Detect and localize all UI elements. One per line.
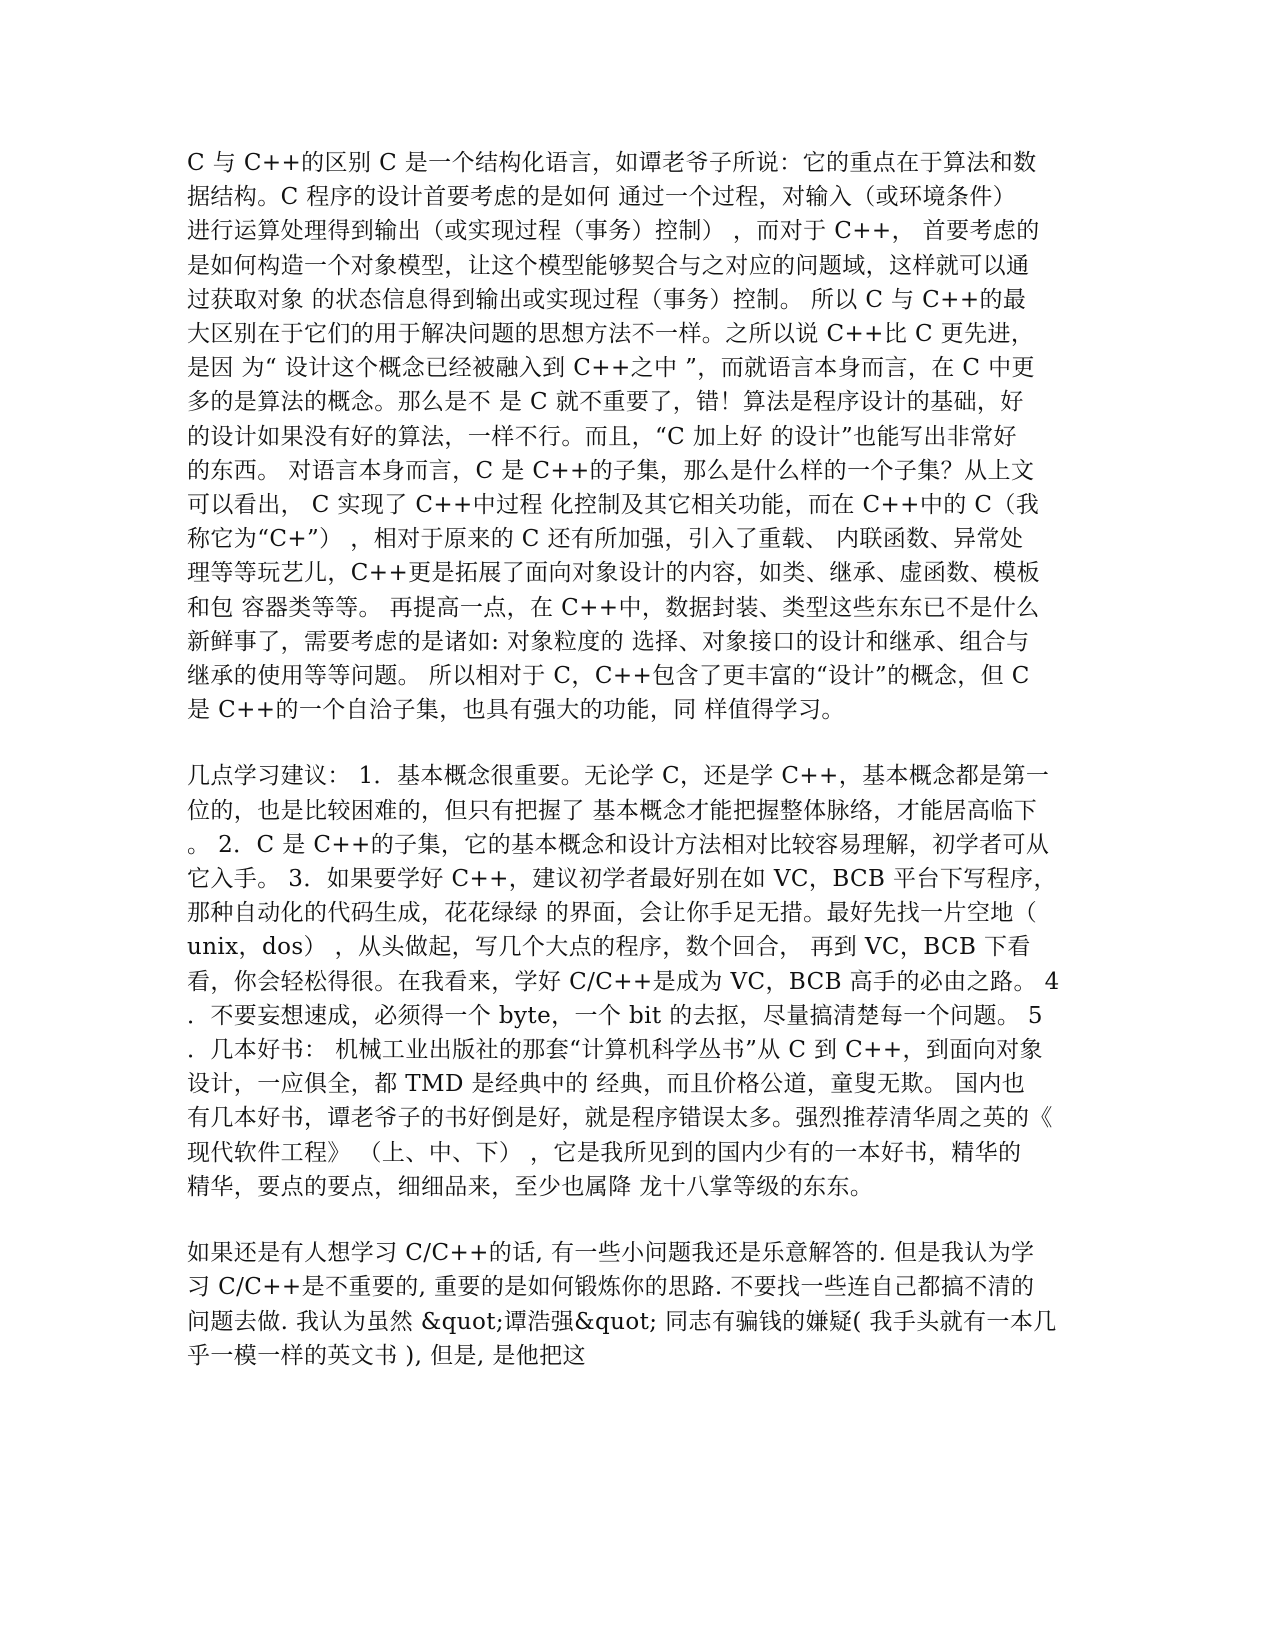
text-line: ．几本好书： 机械工业出版社的那套“计算机科学丛书”从 C 到 C++，到面向对象	[187, 1037, 1043, 1064]
text-line: 现代软件工程》 （上、中、下） ，它是我所见到的国内少有的一本好书，精华的	[187, 1139, 1022, 1166]
text-line: 可以看出， C 实现了 C++中过程 化控制及其它相关功能，而在 C++中的 C（我	[187, 492, 1040, 519]
text-line: C 与 C++的区别 C 是一个结构化语言，如谭老爷子所说：它的重点在于算法和数	[187, 150, 1037, 176]
text-line: unix，dos） ，从头做起，写几个大点的程序，数个回合， 再到 VC，BCB 下看	[187, 934, 1031, 961]
text-line: 是因 为“ 设计这个概念已经被融入到 C++之中 ”，而就语言本身而言，在 C 中更	[187, 355, 1035, 382]
text-line: 它入手。 3．如果要学好 C++，建议初学者最好别在如 VC，BCB 平台下写程序，	[187, 866, 1057, 893]
text-line: 那种自动化的代码生成，花花绿绿 的界面，会让你手足无措。最好先找一片空地（	[187, 900, 1038, 927]
text-line: 。 2．C 是 C++的子集，它的基本概念和设计方法相对比较容易理解，初学者可从	[187, 831, 1050, 858]
text-line: 多的是算法的概念。那么是不 是 C 就不重要了，错！算法是程序设计的基础，好	[187, 389, 1024, 416]
text-line: 据结构。C 程序的设计首要考虑的是如何 通过一个过程，对输入（或环境条件）	[187, 184, 1017, 211]
text-line: 有几本好书，谭老爷子的书好倒是好，就是程序错误太多。强烈推荐清华周之英的《	[187, 1105, 1053, 1132]
document-page	[187, 146, 1087, 1373]
text-line: 精华，要点的要点，细细品来，至少也属降 龙十八掌等级的东东。	[187, 1173, 874, 1200]
text-line: 设计，一应俱全，都 TMD 是经典中的 经典，而且价格公道，童叟无欺。 国内也	[187, 1071, 1026, 1098]
text-line: 和包 容器类等等。 再提高一点，在 C++中，数据封装、类型这些东东已不是什么	[187, 594, 1040, 621]
text-line: 几点学习建议： 1．基本概念很重要。无论学 C，还是学 C++，基本概念都是第一	[187, 763, 1050, 790]
text-line: 是 C++的一个自洽子集，也具有强大的功能，同 样值得学习。	[187, 697, 845, 724]
text-line: 如果还是有人想学习 C/C++的话, 有一些小问题我还是乐意解答的. 但是我认为学	[187, 1240, 1035, 1267]
text-line: 的设计如果没有好的算法，一样不行。而且，“C 加上好 的设计”也能写出非常好	[187, 423, 1017, 450]
text-line: 的东西。 对语言本身而言，C 是 C++的子集，那么是什么样的一个子集？从上文	[187, 457, 1035, 484]
text-line: 继承的使用等等问题。 所以相对于 C，C++包含了更丰富的“设计”的概念，但 C	[187, 663, 1030, 690]
text-line: 进行运算处理得到输出（或实现过程（事务）控制） ，而对于 C++， 首要考虑的	[187, 218, 1040, 245]
paragraph	[187, 759, 1087, 1204]
text-line: ．不要妄想速成，必须得一个 byte，一个 bit 的去抠，尽量搞清楚每一个问题。 5	[187, 1002, 1043, 1029]
text-line: 称它为“C+”） ，相对于原来的 C 还有所加强，引入了重载、 内联函数、异常处	[187, 526, 1024, 553]
text-line: 乎一模一样的英文书 ), 但是, 是他把这	[187, 1342, 586, 1369]
text-line: 过获取对象 的状态信息得到输出或实现过程（事务）控制。 所以 C 与 C++的最	[187, 286, 1027, 313]
text-line: 位的，也是比较困难的，但只有把握了 基本概念才能把握整体脉络，才能居高临下	[187, 797, 1038, 824]
text-line: 看，你会轻松得很。在我看来，学好 C/C++是成为 VC，BCB 高手的必由之路。 4	[187, 968, 1060, 995]
text-line: 习 C/C++是不重要的, 重要的是如何锻炼你的思路. 不要找一些连自己都搞不清的	[187, 1274, 1035, 1301]
text-line: 是如何构造一个对象模型，让这个模型能够契合与之对应的问题域，这样就可以通	[187, 252, 1030, 279]
paragraph	[187, 1236, 1087, 1373]
paragraph	[187, 146, 1087, 727]
text-line: 理等等玩艺儿，C++更是拓展了面向对象设计的内容，如类、继承、虚函数、模板	[187, 560, 1040, 587]
text-line: 新鲜事了，需要考虑的是诸如: 对象粒度的 选择、对象接口的设计和继承、组合与	[187, 628, 1030, 655]
text-line: 问题去做. 我认为虽然 &quot;谭浩强&quot; 同志有骗钱的嫌疑( 我手头就有一本几	[187, 1308, 1057, 1335]
text-line: 大区别在于它们的用于解决问题的思想方法不一样。之所以说 C++比 C 更先进，	[187, 321, 1035, 348]
